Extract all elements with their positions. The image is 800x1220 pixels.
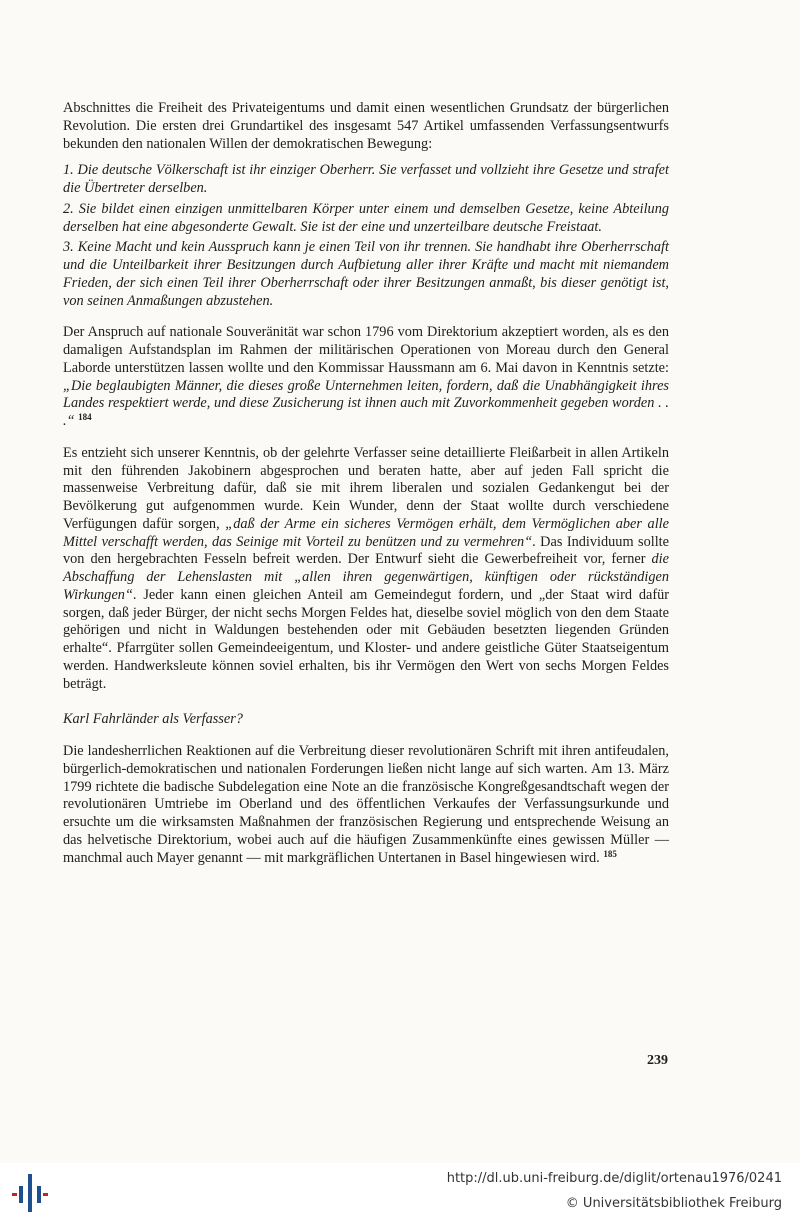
page-number: 239 <box>647 1053 668 1068</box>
university-logo-icon <box>10 1172 50 1214</box>
article-2: 2. Sie bildet einen einzigen unmittelbaren Körper unter einem und demselben Gesetze, keine Abteilung derselben hat eine abgesonderte Gewalt. Sie ist der eine und unzerteilbare deutsche Freistaat. <box>63 200 669 235</box>
paragraph-reactions <box>63 743 669 867</box>
article-1: 1. Die deutsche Völkerschaft ist ihr einziger Oberherr. Sie verfasset und vollzieht ihre Gesetze und strafet die Übertreter derselben. <box>63 162 669 196</box>
paragraph-sovereignty-quote: „Die beglaubigten Männer, die dieses große Unternehmen leiten, fordern, daß die Unabhängigkeit ihres Landes respektiert werde, und diese Zusicherung ist ihnen auch mit Zuvorkommenheit gegeben worden . . .“ <box>63 377 669 429</box>
p3-part-b-quote: „daß der Arme ein sicheres Vermögen erhält, dem Vermöglichen aber alle Mittel verschafft werden, das Seinige mit Vorteil zu benützen und zu vermehren“ <box>63 515 669 550</box>
section-heading: Karl Fahrländer als Verfasser? <box>63 711 243 728</box>
copyright-text: © Universitätsbibliothek Freiburg <box>565 1196 782 1211</box>
paragraph-sovereignty-text: Der Anspruch auf nationale Souveränität war schon 1796 vom Direktorium akzeptiert worden, als es den damaligen Aufstandsplan im Rahmen der militärischen Operationen von Moreau durch den General Laborde unterstützen lassen wollte und den Kommissar Haussmann am 6. Mai davon in Kenntnis setzte: <box>63 324 669 376</box>
p3-part-c: . Das Individuum sollte von den hergebrachten Fesseln befreit werden. Der Entwurf sieht die Gewerbefreiheit vor, ferner <box>63 533 669 568</box>
page-body <box>63 100 669 867</box>
paragraph-knowledge <box>63 445 669 694</box>
footnote-185: 185 <box>603 848 617 859</box>
p3-part-d-quote: die Abschaffung der Lehenslasten mit „allen ihren gegenwärtigen, künftigen oder rückständigen Wirkungen“ <box>63 551 669 603</box>
intro-paragraph: Abschnittes die Freiheit des Privateigentums und damit einen wesentlichen Grundsatz der bürgerlichen Revolution. Die ersten drei Grundartikel des insgesamt 547 Artikel umfassenden Verfassungsentwurfs bekunden den nationalen Willen der demokratischen Bewegung: <box>63 100 669 152</box>
p3-part-a: Es entzieht sich unserer Kenntnis, ob der gelehrte Verfasser seine detaillierte Fleißarbeit in allen Artikeln mit den führenden Jakobinern abgesprochen und beraten hatte, aber auf jeden Fall spricht die massenweise Verbreitung dafür, daß sie mit ihrem liberalen und sozialen Gedankengut bei der Bevölkerung gut aufgenommen wurde. Kein Wunder, denn der Staat wollte durch verschiedene Verfügungen dafür sorgen, <box>63 444 669 532</box>
paragraph-reactions-text: Die landesherrlichen Reaktionen auf die Verbreitung dieser revolutionären Schrift mit ihren antifeudalen, bürgerlich-demokratischen und nationalen Forderungen ließen nicht lange auf sich warten. Am 13. März 1799 richtete die badische Subdelegation eine Note an die französische Kongreßgesandtschaft wegen der revolutionären Umtriebe im Oberland und des öffentlichen Verkaufes der Verfassungsurkunde und ersuchte um die wirksamsten Maßnahmen der französischen Regierung und entsprechende Weisung an das helvetische Direktorium, wobei auch auf die häufigen Zusammenkünfte eines gewissen Müller — manchmal auch Mayer genannt — mit markgräflichen Untertanen in Basel hingewiesen wird. <box>63 743 669 866</box>
p3-part-e: . Jeder kann einen gleichen Anteil am Gemeindegut fordern, und „der Staat wird dafür sorgen, daß jeder Bürger, der nicht sechs Morgen Feldes hat, dieselbe soviel möglich von den dem Staate gehörigen und nicht in Waldungen bestehenden oder mit Gebäuden besetzten liegenden Gründen erhalte“. Pfarrgüter sollen Gemeindeeigentum, und Kloster- und andere geistliche Güter Staatseigentum werden. Handwerksleute können soviel erhalten, bis ihr Vermögen den Wert von sechs Morgen Feldes beträgt. <box>63 586 669 692</box>
footer-bar <box>0 1163 800 1220</box>
permalink-url[interactable]: http://dl.ub.uni-freiburg.de/diglit/ortenau1976/0241 <box>446 1171 782 1186</box>
paragraph-sovereignty <box>63 324 669 431</box>
footnote-184: 184 <box>78 412 92 422</box>
article-3: 3. Keine Macht und kein Ausspruch kann je einen Teil von ihr trennen. Sie handhabt ihre Oberherrschaft und die Unteilbarkeit ihrer Besitzungen durch Aufbietung aller ihrer Kräfte und macht mit niemandem Frieden, der sich einen Teil ihrer Oberherrschaft oder ihrer Besitzungen anmaßt, bis dieser genötigt ist, von seinen Anmaßungen abzustehen. <box>63 239 669 309</box>
